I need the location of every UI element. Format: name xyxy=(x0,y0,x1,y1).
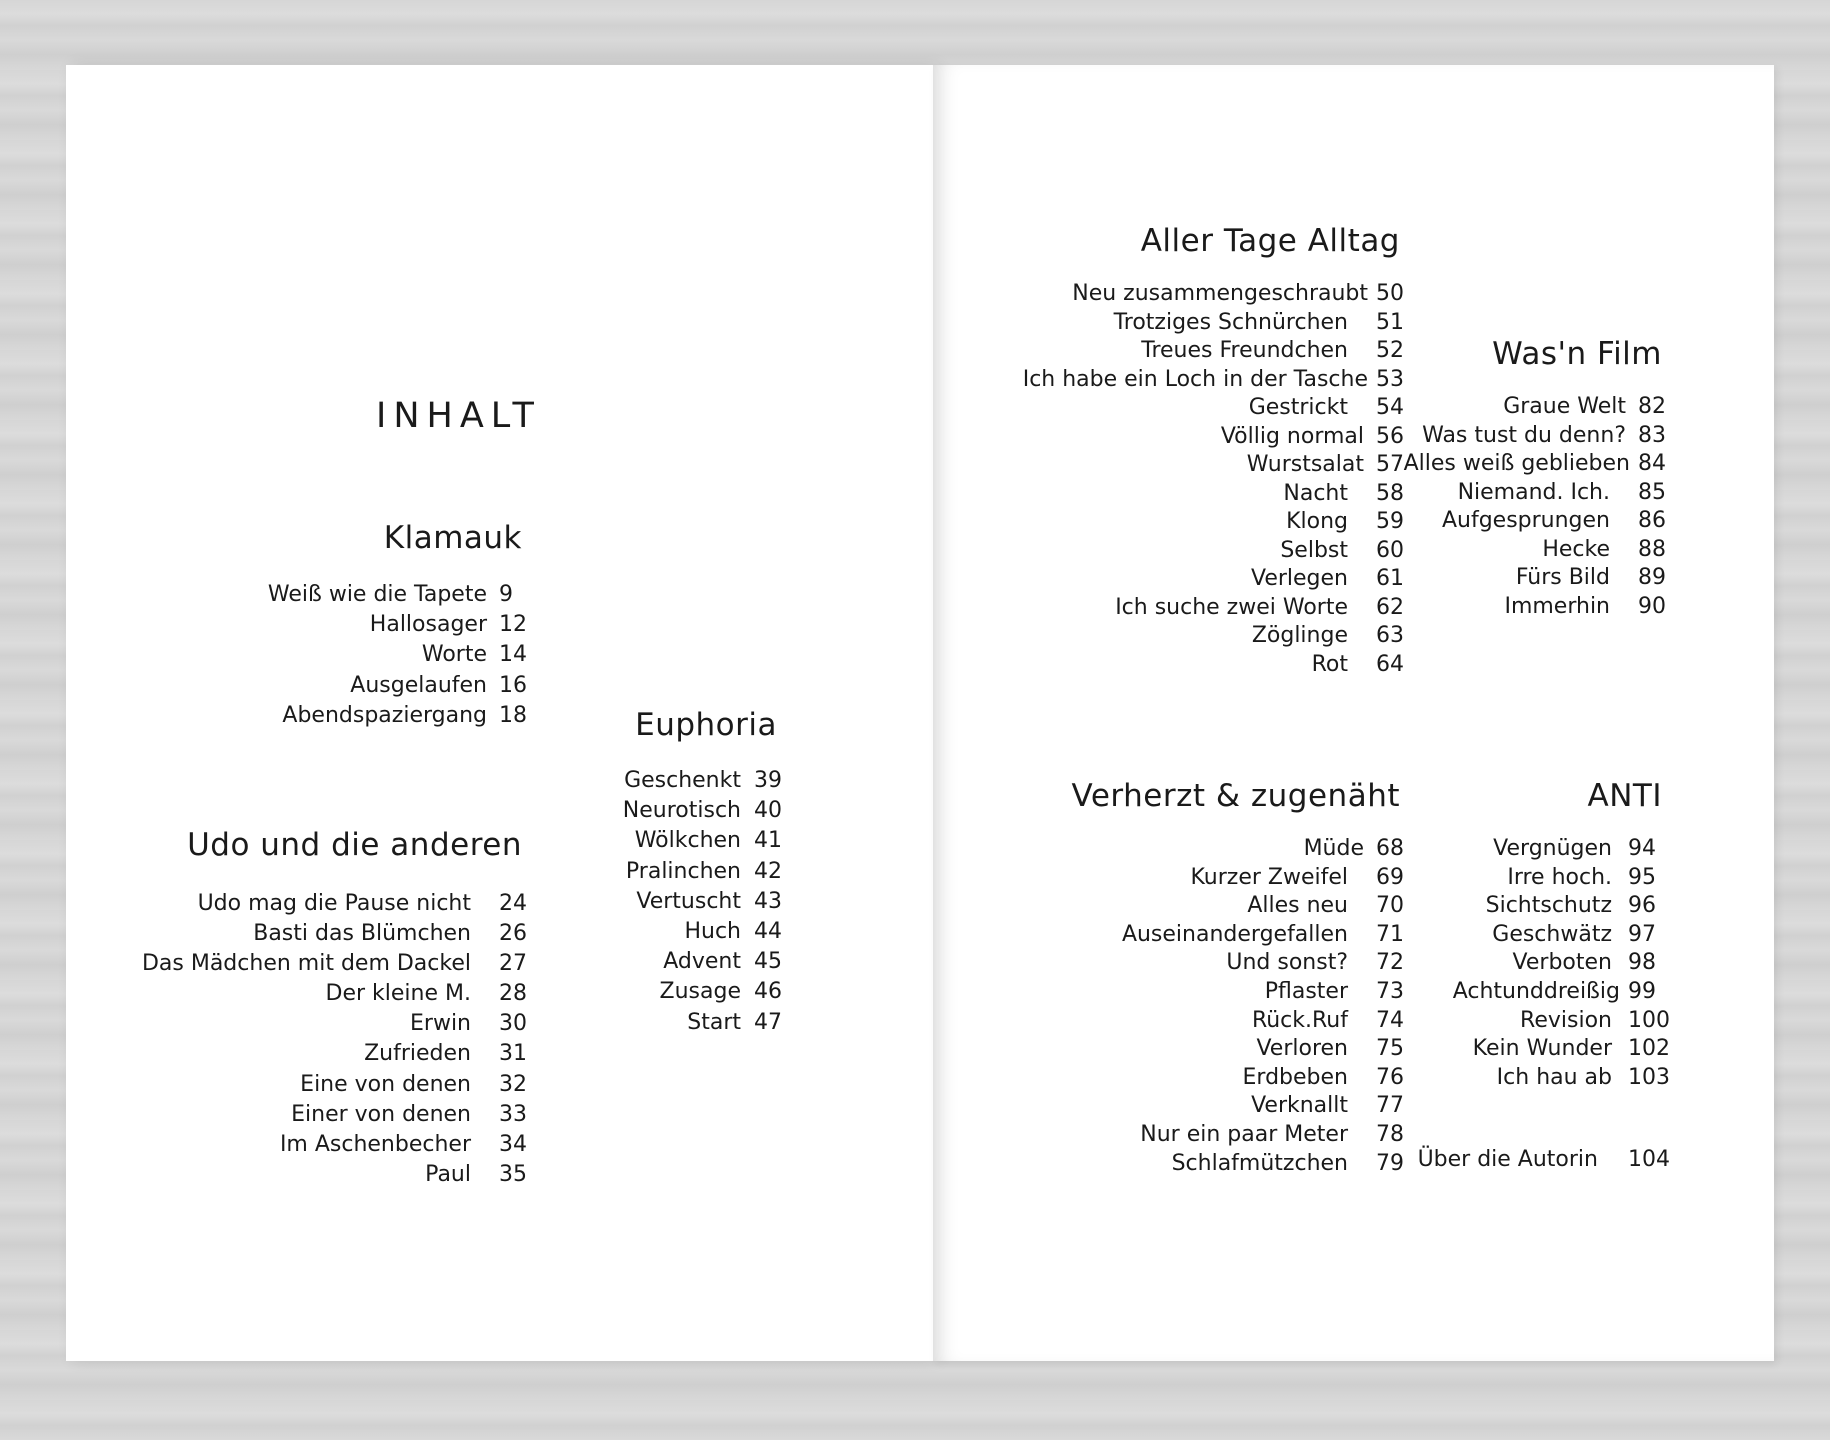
entry-page-number: 63 xyxy=(1376,623,1404,648)
entry-title: Rot xyxy=(1311,651,1348,677)
toc-entry[interactable] xyxy=(1122,864,1404,893)
toc-entry[interactable] xyxy=(1453,835,1662,864)
entry-title: Verknallt xyxy=(1251,1093,1348,1119)
entry-title: Huch xyxy=(684,919,741,945)
entry-page-number: 75 xyxy=(1376,1036,1404,1062)
entry-title: Einer von denen xyxy=(291,1101,471,1127)
entry-page-number: 52 xyxy=(1376,338,1404,363)
entry-page-number: 97 xyxy=(1628,921,1656,947)
toc-entry[interactable] xyxy=(1122,1064,1404,1093)
entry-title: Über die Autorin xyxy=(1417,1147,1598,1172)
entry-title: Müde xyxy=(1303,836,1364,861)
toc-list-udo xyxy=(141,889,527,1190)
toc-list-euphoria xyxy=(622,766,782,1038)
entry-page-number: 54 xyxy=(1376,395,1404,420)
entry-title: Revision xyxy=(1520,1007,1612,1033)
toc-entry[interactable] xyxy=(1023,394,1404,423)
entry-title: Weiß wie die Tapete xyxy=(267,582,487,607)
section-heading-euphoria: Euphoria xyxy=(635,707,777,743)
entry-page-number: 77 xyxy=(1376,1093,1404,1119)
toc-list-wasn-film xyxy=(1403,393,1666,621)
entry-title: Im Aschenbecher xyxy=(279,1131,471,1157)
entry-title: Wurstsalat xyxy=(1246,452,1364,477)
toc-entry[interactable] xyxy=(142,889,527,919)
toc-entry[interactable] xyxy=(1404,593,1666,622)
entry-page-number: 90 xyxy=(1638,593,1666,619)
entry-title: Gestrickt xyxy=(1248,395,1348,420)
entry-title: Immerhin xyxy=(1504,593,1610,619)
toc-entry[interactable] xyxy=(1023,537,1404,566)
section-heading-verherzt: Verherzt & zugenäht xyxy=(1071,778,1400,814)
entry-title: Schlafmützchen xyxy=(1171,1150,1348,1176)
entry-title: Verloren xyxy=(1256,1036,1348,1062)
entry-title: Geschenkt xyxy=(624,768,741,793)
toc-entry-about-author[interactable] xyxy=(1417,1146,1670,1175)
entry-page-number: 84 xyxy=(1638,451,1666,476)
entry-title: Worte xyxy=(421,642,487,668)
toc-entry[interactable] xyxy=(1121,921,1404,950)
entry-title: Abendspaziergang xyxy=(282,702,487,728)
entry-page-number: 62 xyxy=(1376,594,1404,620)
entry-title: Neurotisch xyxy=(622,798,741,824)
entry-page-number: 31 xyxy=(499,1041,527,1067)
toc-entry[interactable] xyxy=(142,919,527,949)
entry-title: Zusage xyxy=(659,979,741,1005)
entry-page-number: 32 xyxy=(499,1071,527,1097)
entry-title: Was tust du denn? xyxy=(1422,422,1626,448)
entry-page-number: 50 xyxy=(1376,281,1404,306)
toc-entry[interactable] xyxy=(1023,423,1404,452)
entry-title: Neu zusammengeschraubt xyxy=(1072,281,1368,306)
entry-title: Zufrieden xyxy=(364,1041,471,1067)
entry-page-number: 42 xyxy=(754,858,782,884)
entry-title: Udo mag die Pause nicht xyxy=(197,891,471,916)
toc-entry[interactable] xyxy=(1022,366,1404,395)
entry-page-number: 30 xyxy=(499,1011,527,1037)
toc-list-anti xyxy=(1452,835,1670,1092)
section-heading-anti: ANTI xyxy=(1587,778,1662,814)
toc-entry[interactable] xyxy=(142,1130,527,1160)
entry-page-number: 27 xyxy=(499,951,527,977)
entry-page-number: 34 xyxy=(499,1131,527,1157)
toc-entry[interactable] xyxy=(142,979,527,1009)
section-heading-klamauk: Klamauk xyxy=(383,520,522,556)
entry-page-number: 39 xyxy=(754,768,782,793)
toc-entry[interactable] xyxy=(1023,280,1404,309)
entry-page-number: 9 xyxy=(499,582,513,607)
toc-entry[interactable] xyxy=(1453,1007,1670,1036)
toc-entry[interactable] xyxy=(142,1160,527,1190)
toc-entry[interactable] xyxy=(1453,864,1662,893)
entry-page-number: 103 xyxy=(1628,1064,1670,1090)
toc-entry[interactable] xyxy=(1122,1150,1404,1179)
section-heading-aller-tage-alltag: Aller Tage Alltag xyxy=(1140,223,1400,259)
entry-page-number: 33 xyxy=(499,1101,527,1127)
entry-page-number: 60 xyxy=(1376,537,1404,563)
entry-page-number: 40 xyxy=(754,798,782,824)
toc-entry[interactable] xyxy=(623,1008,782,1038)
toc-entry[interactable] xyxy=(1453,1064,1670,1093)
entry-page-number: 73 xyxy=(1376,978,1404,1004)
entry-title: Irre hoch. xyxy=(1507,864,1612,890)
toc-entry[interactable] xyxy=(1023,309,1404,338)
entry-title: Graue Welt xyxy=(1503,394,1626,419)
entry-title: Hallosager xyxy=(369,612,487,638)
entry-page-number: 79 xyxy=(1376,1150,1404,1176)
entry-title: Aufgesprungen xyxy=(1441,508,1610,533)
toc-entry[interactable] xyxy=(1023,337,1404,366)
entry-page-number: 26 xyxy=(499,921,527,947)
entry-page-number: 78 xyxy=(1376,1121,1404,1147)
toc-entry[interactable] xyxy=(1122,1121,1404,1150)
entry-page-number: 102 xyxy=(1628,1036,1670,1062)
entry-title: Erwin xyxy=(410,1011,471,1037)
toc-entry[interactable] xyxy=(1023,508,1404,537)
toc-entry[interactable] xyxy=(622,796,782,826)
toc-entry[interactable] xyxy=(623,977,782,1007)
entry-title: Vertuscht xyxy=(636,888,741,914)
entry-page-number: 47 xyxy=(754,1009,782,1035)
entry-page-number: 64 xyxy=(1376,651,1404,677)
toc-entry[interactable] xyxy=(141,949,527,979)
toc-entry[interactable] xyxy=(1122,1007,1404,1036)
entry-title: Auseinandergefallen xyxy=(1121,921,1348,947)
entry-title: Nacht xyxy=(1283,480,1348,506)
entry-page-number: 86 xyxy=(1638,508,1666,533)
entry-title: Ich hau ab xyxy=(1496,1064,1612,1090)
toc-entry[interactable] xyxy=(268,640,527,670)
entry-title: Pralinchen xyxy=(625,858,741,884)
entry-title: Alles neu xyxy=(1247,893,1348,919)
entry-title: Ich habe ein Loch in der Tasche xyxy=(1022,366,1368,392)
entry-title: Ausgelaufen xyxy=(350,672,487,698)
toc-entry[interactable] xyxy=(1023,594,1404,623)
entry-page-number: 96 xyxy=(1628,893,1656,919)
toc-entry[interactable] xyxy=(1453,978,1662,1007)
entry-title: Basti das Blümchen xyxy=(253,921,471,947)
toc-entry[interactable] xyxy=(1122,978,1404,1007)
entry-page-number: 74 xyxy=(1376,1007,1404,1033)
entry-page-number: 43 xyxy=(754,888,782,914)
entry-page-number: 53 xyxy=(1376,366,1404,392)
toc-entry[interactable] xyxy=(1404,393,1666,422)
toc-entry[interactable] xyxy=(1023,451,1404,480)
entry-page-number: 61 xyxy=(1376,566,1404,591)
entry-title: Kein Wunder xyxy=(1472,1036,1612,1062)
toc-entry[interactable] xyxy=(142,1070,527,1100)
toc-entry[interactable] xyxy=(268,580,523,610)
toc-list-aller-tage-alltag xyxy=(1022,280,1404,679)
toc-entry[interactable] xyxy=(1023,565,1404,594)
entry-title: Start xyxy=(687,1009,741,1035)
entry-page-number: 98 xyxy=(1628,950,1656,976)
toc-entry[interactable] xyxy=(1403,450,1666,479)
entry-page-number: 45 xyxy=(754,949,782,975)
toc-entry[interactable] xyxy=(1404,564,1666,593)
toc-entry[interactable] xyxy=(268,671,527,701)
toc-entry[interactable] xyxy=(623,857,782,887)
entry-title: Achtunddreißig xyxy=(1452,978,1620,1004)
entry-title: Sichtschutz xyxy=(1485,893,1612,919)
entry-title: Verboten xyxy=(1512,950,1612,976)
entry-title: Niemand. Ich. xyxy=(1457,479,1610,505)
entry-page-number: 18 xyxy=(499,702,527,728)
entry-title: Alles weiß geblieben xyxy=(1403,451,1630,476)
entry-page-number: 59 xyxy=(1376,509,1404,534)
toc-entry[interactable] xyxy=(1404,479,1666,508)
entry-page-number: 46 xyxy=(754,979,782,1005)
entry-title: Treues Freundchen xyxy=(1141,338,1348,363)
entry-page-number: 95 xyxy=(1628,864,1656,890)
entry-page-number: 70 xyxy=(1376,893,1404,919)
toc-list-klamauk xyxy=(267,580,527,731)
entry-page-number: 104 xyxy=(1628,1147,1670,1172)
toc-entry[interactable] xyxy=(623,887,782,917)
entry-title: Klong xyxy=(1286,509,1348,534)
entry-title: Geschwätz xyxy=(1492,921,1612,947)
toc-entry[interactable] xyxy=(1453,1035,1670,1064)
entry-page-number: 24 xyxy=(499,891,527,916)
section-heading-wasn-film: Was'n Film xyxy=(1492,336,1662,372)
toc-entry[interactable] xyxy=(623,947,782,977)
toc-entry[interactable] xyxy=(1023,622,1404,651)
toc-entry[interactable] xyxy=(623,766,782,796)
entry-page-number: 76 xyxy=(1376,1064,1404,1090)
entry-page-number: 68 xyxy=(1376,836,1404,861)
toc-entry[interactable] xyxy=(1023,651,1404,680)
entry-title: Vergnügen xyxy=(1493,836,1612,861)
toc-entry[interactable] xyxy=(1453,921,1662,950)
entry-page-number: 99 xyxy=(1628,978,1656,1004)
toc-entry[interactable] xyxy=(142,1009,527,1039)
entry-page-number: 57 xyxy=(1376,452,1404,477)
entry-page-number: 14 xyxy=(499,642,527,668)
entry-title: Verlegen xyxy=(1250,566,1348,591)
toc-entry[interactable] xyxy=(1404,536,1666,565)
entry-title: Kurzer Zweifel xyxy=(1190,864,1348,890)
toc-entry[interactable] xyxy=(1122,835,1404,864)
entry-title: Paul xyxy=(425,1161,471,1187)
toc-entry[interactable] xyxy=(1404,507,1666,536)
toc-entry[interactable] xyxy=(268,610,527,640)
entry-title: Eine von denen xyxy=(300,1071,471,1097)
entry-page-number: 71 xyxy=(1376,921,1404,947)
toc-entry[interactable] xyxy=(1453,949,1662,978)
entry-page-number: 51 xyxy=(1376,309,1404,335)
entry-page-number: 44 xyxy=(754,919,782,945)
toc-entry[interactable] xyxy=(1404,422,1666,451)
entry-page-number: 85 xyxy=(1638,479,1666,505)
entry-page-number: 88 xyxy=(1638,536,1666,562)
section-heading-udo: Udo und die anderen xyxy=(187,827,522,863)
entry-title: Völlig normal xyxy=(1220,423,1364,449)
toc-entry[interactable] xyxy=(142,1039,527,1069)
entry-page-number: 94 xyxy=(1628,836,1656,861)
entry-title: Fürs Bild xyxy=(1515,565,1610,590)
entry-title: Zöglinge xyxy=(1251,623,1348,648)
toc-list-about xyxy=(1417,1146,1670,1175)
entry-page-number: 100 xyxy=(1628,1007,1670,1033)
entry-page-number: 56 xyxy=(1376,423,1404,449)
entry-title: Der kleine M. xyxy=(325,981,471,1007)
entry-page-number: 83 xyxy=(1638,422,1666,448)
entry-title: Advent xyxy=(663,949,741,975)
entry-title: Ich suche zwei Worte xyxy=(1115,594,1348,620)
entry-page-number: 28 xyxy=(499,981,527,1007)
entry-title: Trotziges Schnürchen xyxy=(1113,309,1348,335)
toc-entry[interactable] xyxy=(1453,892,1662,921)
entry-title: Hecke xyxy=(1542,536,1610,562)
entry-title: Pflaster xyxy=(1264,978,1348,1004)
entry-page-number: 35 xyxy=(499,1161,527,1187)
toc-entry[interactable] xyxy=(1122,1035,1404,1064)
toc-entry[interactable] xyxy=(268,701,527,731)
entry-title: Wölkchen xyxy=(634,828,741,854)
toc-list-verherzt xyxy=(1121,835,1404,1178)
toc-entry[interactable] xyxy=(1023,480,1404,509)
entry-page-number: 89 xyxy=(1638,565,1666,590)
toc-entry[interactable] xyxy=(1122,892,1404,921)
entry-title: Nur ein paar Meter xyxy=(1140,1121,1348,1147)
entry-title: Und sonst? xyxy=(1226,950,1348,976)
entry-title: Das Mädchen mit dem Dackel xyxy=(141,951,471,977)
entry-page-number: 82 xyxy=(1638,394,1666,419)
entry-title: Rück.Ruf xyxy=(1251,1007,1348,1033)
entry-title: Selbst xyxy=(1280,537,1348,563)
toc-entry[interactable] xyxy=(1122,949,1404,978)
page-title: INHALT xyxy=(376,396,541,436)
toc-entry[interactable] xyxy=(1122,1092,1404,1121)
toc-entry[interactable] xyxy=(623,826,782,856)
toc-entry[interactable] xyxy=(142,1100,527,1130)
entry-page-number: 12 xyxy=(499,612,527,638)
entry-page-number: 41 xyxy=(754,828,782,854)
entry-page-number: 72 xyxy=(1376,950,1404,976)
toc-entry[interactable] xyxy=(623,917,782,947)
entry-page-number: 58 xyxy=(1376,480,1404,506)
entry-page-number: 69 xyxy=(1376,864,1404,890)
entry-page-number: 16 xyxy=(499,672,527,698)
entry-title: Erdbeben xyxy=(1242,1064,1348,1090)
